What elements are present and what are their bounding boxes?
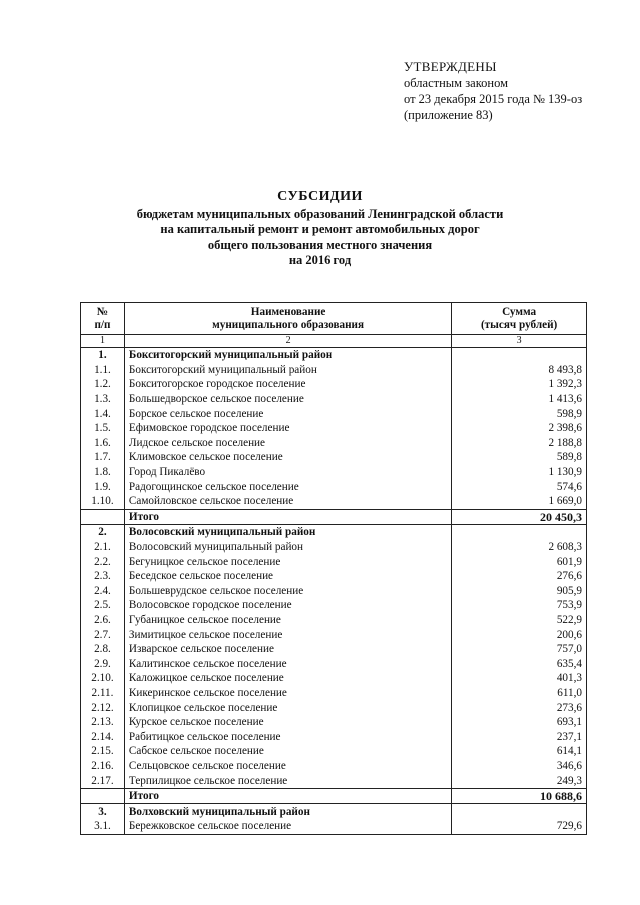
table-row — [81, 598, 587, 613]
municipality-name: Большеврудское сельское поселение — [124, 584, 451, 599]
subsidy-amount: 905,9 — [452, 584, 587, 599]
header-name-line-2: муниципального образования — [212, 319, 365, 331]
municipality-name: Изварское сельское поселение — [124, 642, 451, 657]
row-number: 3.1. — [81, 819, 125, 834]
row-number: 2.1. — [81, 540, 125, 555]
table-row — [81, 729, 587, 744]
subsidy-amount: 8 493,8 — [452, 363, 587, 378]
municipality-name: Зимитицкое сельское поселение — [124, 627, 451, 642]
municipality-name: Клопицкое сельское поселение — [124, 700, 451, 715]
district-total-row — [81, 509, 587, 525]
colnum-1: 1 — [81, 335, 125, 348]
header-num-line-1: № — [96, 306, 109, 318]
row-number: 2.11. — [81, 686, 125, 701]
total-empty-cell — [81, 788, 125, 804]
row-number: 2.5. — [81, 598, 125, 613]
subsidy-amount: 237,1 — [452, 729, 587, 744]
row-number: 2.16. — [81, 759, 125, 774]
header-name-line-1: Наименование — [250, 306, 326, 318]
table-row — [81, 686, 587, 701]
subsidy-amount: 635,4 — [452, 656, 587, 671]
municipality-name: Ефимовское городское поселение — [124, 421, 451, 436]
municipality-name: Рабитицкое сельское поселение — [124, 729, 451, 744]
subsidy-amount: 1 130,9 — [452, 465, 587, 480]
total-amount: 20 450,3 — [452, 509, 587, 525]
approval-line-1: УТВЕРЖДЕНЫ — [404, 59, 497, 74]
municipality-name: Волосовское городское поселение — [124, 598, 451, 613]
municipality-name: Большедворское сельское поселение — [124, 392, 451, 407]
header-sum — [452, 303, 587, 335]
table-row — [81, 759, 587, 774]
subsidy-amount: 757,0 — [452, 642, 587, 657]
header-num-line-2: п/п — [94, 319, 111, 331]
municipality-name: Самойловское сельское поселение — [124, 494, 451, 509]
total-empty-cell — [81, 509, 125, 525]
table-header-row — [81, 303, 587, 335]
column-numbers-row — [81, 335, 587, 348]
total-label: Итого — [124, 509, 451, 525]
table-row — [81, 744, 587, 759]
row-number: 1.10. — [81, 494, 125, 509]
total-amount: 10 688,6 — [452, 788, 587, 804]
municipality-name: Терпилицкое сельское поселение — [124, 773, 451, 788]
colnum-3: 3 — [452, 335, 587, 348]
subsidy-amount: 2 608,3 — [452, 540, 587, 555]
row-number: 2.17. — [81, 773, 125, 788]
table-row — [81, 406, 587, 421]
row-number: 1.8. — [81, 465, 125, 480]
table-row — [81, 363, 587, 378]
subsidy-amount: 346,6 — [452, 759, 587, 774]
subsidy-amount: 611,0 — [452, 686, 587, 701]
header-name — [124, 303, 451, 335]
table-row — [81, 377, 587, 392]
header-sum-line-1: Сумма — [502, 306, 537, 318]
district-name: Бокситогорский муниципальный район — [124, 348, 451, 363]
table-row — [81, 540, 587, 555]
municipality-name: Сабское сельское поселение — [124, 744, 451, 759]
subsidy-amount: 276,6 — [452, 569, 587, 584]
row-number: 1.6. — [81, 436, 125, 451]
row-number: 1.7. — [81, 450, 125, 465]
table-row — [81, 819, 587, 834]
subsidy-amount: 753,9 — [452, 598, 587, 613]
table-row — [81, 465, 587, 480]
municipality-name: Климовское сельское поселение — [124, 450, 451, 465]
municipality-name: Радогощинское сельское поселение — [124, 479, 451, 494]
district-name: Волховский муниципальный район — [124, 804, 451, 819]
subsidy-amount: 614,1 — [452, 744, 587, 759]
subsidy-amount: 1 669,0 — [452, 494, 587, 509]
table-row — [81, 773, 587, 788]
district-number: 1. — [81, 348, 125, 363]
municipality-name: Лидское сельское поселение — [124, 436, 451, 451]
total-label: Итого — [124, 788, 451, 804]
row-number: 1.4. — [81, 406, 125, 421]
row-number: 1.1. — [81, 363, 125, 378]
table-row — [81, 642, 587, 657]
district-number: 3. — [81, 804, 125, 819]
approval-line-2: областным законом — [404, 76, 509, 90]
document-title — [0, 189, 640, 269]
row-number: 2.7. — [81, 627, 125, 642]
table-row — [81, 450, 587, 465]
row-number: 1.2. — [81, 377, 125, 392]
row-number: 2.4. — [81, 584, 125, 599]
district-name: Волосовский муниципальный район — [124, 525, 451, 540]
municipality-name: Калитинское сельское поселение — [124, 656, 451, 671]
title-line-3: общего пользования местного значения — [207, 237, 433, 252]
district-total-row — [81, 788, 587, 804]
row-number: 2.2. — [81, 554, 125, 569]
subsidies-table — [80, 302, 587, 835]
row-number: 2.6. — [81, 613, 125, 628]
title-line-2: на капитальный ремонт и ремонт автомобильных дорог — [160, 222, 480, 236]
subsidy-amount: 601,9 — [452, 554, 587, 569]
title-main: СУБСИДИИ — [277, 189, 363, 204]
row-number: 2.13. — [81, 715, 125, 730]
subsidy-amount: 249,3 — [452, 773, 587, 788]
district-amount-cell — [452, 804, 587, 819]
header-sum-line-2: (тысяч рублей) — [480, 319, 558, 331]
district-header-row — [81, 348, 587, 363]
table-row — [81, 569, 587, 584]
subsidy-amount: 2 188,8 — [452, 436, 587, 451]
table-row — [81, 392, 587, 407]
title-line-4: на 2016 год — [288, 253, 352, 267]
municipality-name: Бокситогорское городское поселение — [124, 377, 451, 392]
row-number: 2.10. — [81, 671, 125, 686]
colnum-2: 2 — [124, 335, 451, 348]
table-row — [81, 494, 587, 509]
municipality-name: Кикеринское сельское поселение — [124, 686, 451, 701]
approval-line-3: от 23 декабря 2015 года № 139-оз — [404, 92, 583, 106]
table-row — [81, 613, 587, 628]
subsidy-amount: 693,1 — [452, 715, 587, 730]
subsidy-amount: 200,6 — [452, 627, 587, 642]
subsidy-amount: 598,9 — [452, 406, 587, 421]
municipality-name: Волосовский муниципальный район — [124, 540, 451, 555]
table-row — [81, 479, 587, 494]
district-amount-cell — [452, 525, 587, 540]
municipality-name: Сельцовское сельское поселение — [124, 759, 451, 774]
subsidy-amount: 574,6 — [452, 479, 587, 494]
subsidy-amount: 273,6 — [452, 700, 587, 715]
subsidy-amount: 2 398,6 — [452, 421, 587, 436]
table-row — [81, 715, 587, 730]
table-row — [81, 700, 587, 715]
table-row — [81, 554, 587, 569]
district-number: 2. — [81, 525, 125, 540]
municipality-name: Беседское сельское поселение — [124, 569, 451, 584]
table-row — [81, 421, 587, 436]
row-number: 2.8. — [81, 642, 125, 657]
row-number: 2.15. — [81, 744, 125, 759]
municipality-name: Борское сельское поселение — [124, 406, 451, 421]
municipality-name: Бережковское сельское поселение — [124, 819, 451, 834]
municipality-name: Город Пикалёво — [124, 465, 451, 480]
district-amount-cell — [452, 348, 587, 363]
subsidy-amount: 522,9 — [452, 613, 587, 628]
table-row — [81, 656, 587, 671]
district-header-row — [81, 804, 587, 819]
row-number: 1.9. — [81, 479, 125, 494]
subsidy-amount: 401,3 — [452, 671, 587, 686]
approval-stamp — [404, 59, 582, 123]
subsidy-amount: 589,8 — [452, 450, 587, 465]
municipality-name: Бокситогорский муниципальный район — [124, 363, 451, 378]
table-row — [81, 671, 587, 686]
municipality-name: Курское сельское поселение — [124, 715, 451, 730]
municipality-name: Губаницкое сельское поселение — [124, 613, 451, 628]
table-row — [81, 436, 587, 451]
subsidy-amount: 729,6 — [452, 819, 587, 834]
district-header-row — [81, 525, 587, 540]
municipality-name: Бегуницкое сельское поселение — [124, 554, 451, 569]
subsidy-amount: 1 392,3 — [452, 377, 587, 392]
row-number: 1.5. — [81, 421, 125, 436]
header-num — [81, 303, 125, 335]
row-number: 1.3. — [81, 392, 125, 407]
table-row — [81, 627, 587, 642]
title-line-1: бюджетам муниципальных образований Ленинградской области — [136, 206, 504, 221]
approval-line-4: (приложение 83) — [404, 108, 493, 122]
municipality-name: Каложицкое сельское поселение — [124, 671, 451, 686]
row-number: 2.3. — [81, 569, 125, 584]
row-number: 2.12. — [81, 700, 125, 715]
row-number: 2.14. — [81, 729, 125, 744]
table-row — [81, 584, 587, 599]
row-number: 2.9. — [81, 656, 125, 671]
subsidy-amount: 1 413,6 — [452, 392, 587, 407]
